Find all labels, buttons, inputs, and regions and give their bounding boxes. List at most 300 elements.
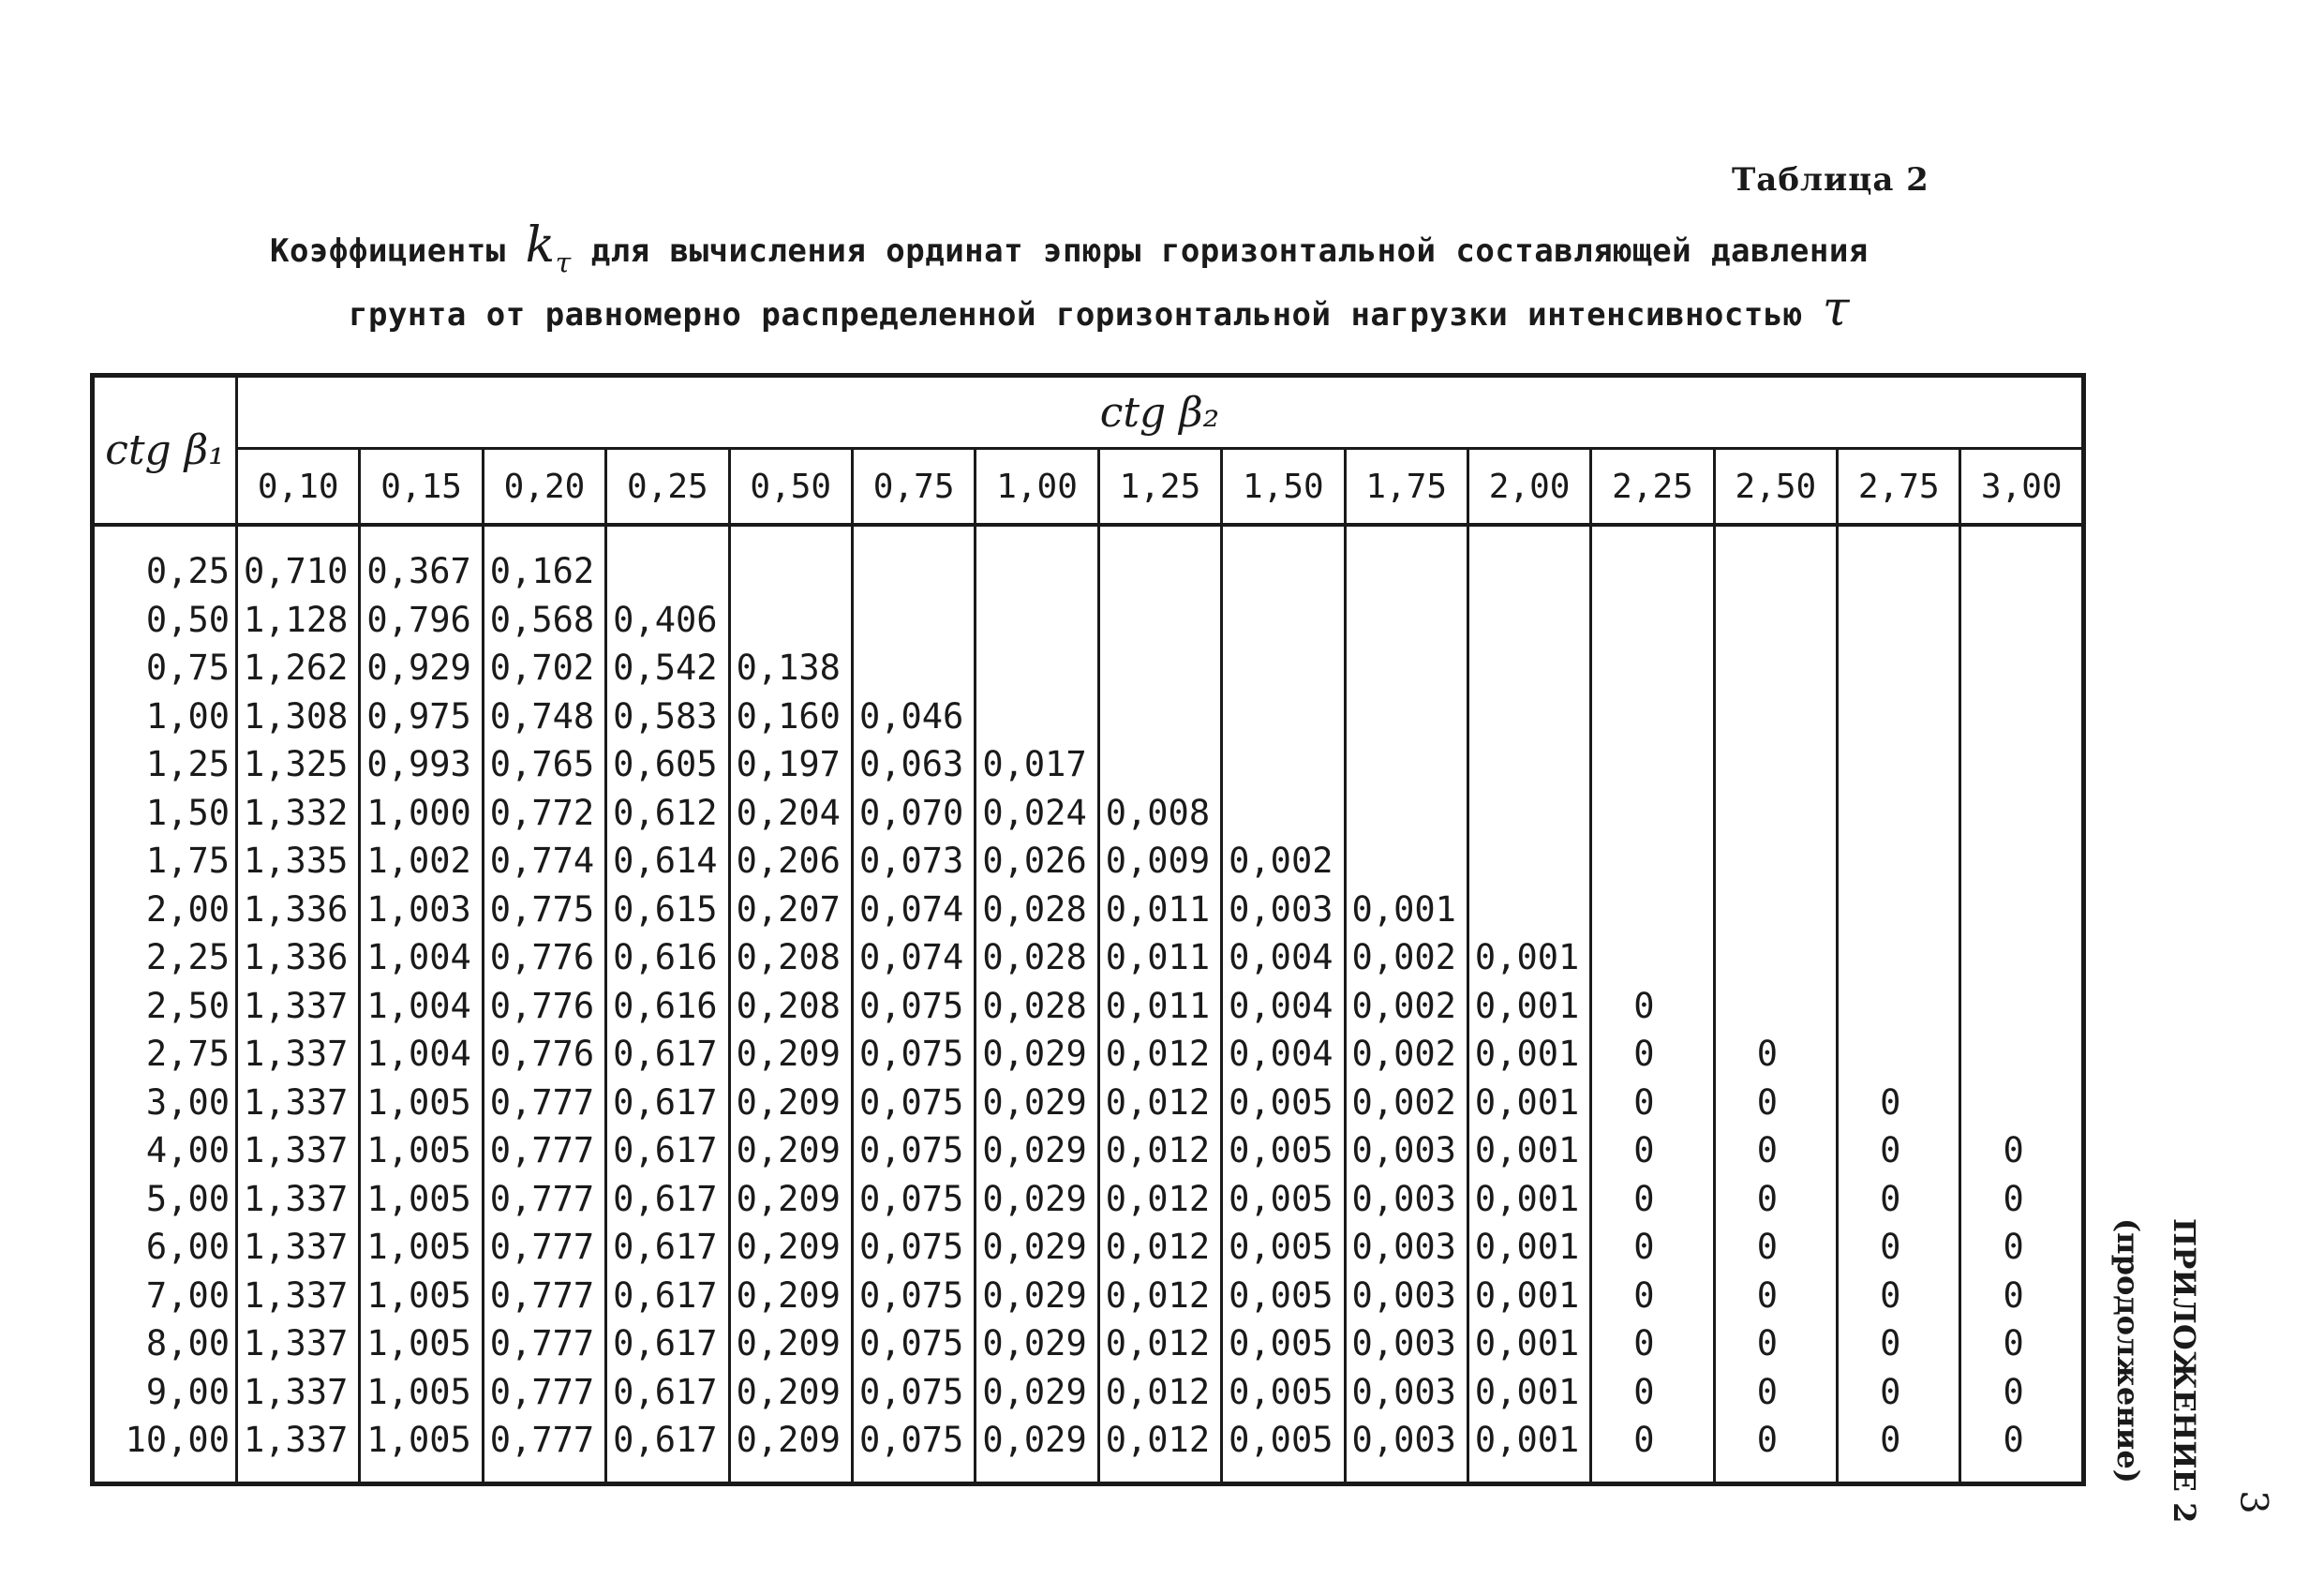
table-row	[93, 1319, 2084, 1368]
table-title-line-1	[270, 217, 1869, 279]
table-cell: 0,012	[1098, 1319, 1221, 1368]
table-cell: 0,776	[483, 1030, 605, 1079]
table-cell	[1960, 693, 2084, 741]
table-cell: 0	[1714, 1416, 1837, 1483]
table-cell	[1222, 789, 1345, 838]
table-cell	[729, 596, 852, 645]
table-cell: 0,777	[483, 1079, 605, 1127]
table-cell	[1838, 693, 1960, 741]
row-label: 1,50	[93, 789, 237, 838]
column-header: 1,00	[976, 449, 1098, 526]
table-cell	[1838, 933, 1960, 982]
table-cell: 0	[1714, 1319, 1837, 1368]
continuation-label: (продолжение)	[2110, 1218, 2146, 1483]
table-cell	[1714, 740, 1837, 789]
table-cell: 0,406	[606, 596, 729, 645]
table-cell: 1,005	[360, 1272, 483, 1320]
table-cell: 1,337	[237, 1272, 360, 1320]
table-cell	[1838, 789, 1960, 838]
table-row	[93, 525, 2084, 596]
table-cell: 1,337	[237, 1030, 360, 1079]
table-cell: 0,075	[852, 1223, 975, 1272]
table-cell	[1838, 1030, 1960, 1079]
table-cell	[1345, 789, 1467, 838]
table-cell: 0,005	[1222, 1175, 1345, 1224]
table-cell	[1838, 837, 1960, 886]
table-cell: 0,002	[1222, 837, 1345, 886]
table-cell	[1098, 644, 1221, 693]
row-label: 8,00	[93, 1319, 237, 1368]
table-cell: 0,001	[1467, 982, 1590, 1031]
table-cell	[1960, 1030, 2084, 1079]
table-cell	[1714, 525, 1837, 596]
column-header: 3,00	[1960, 449, 2084, 526]
table-cell: 0,209	[729, 1272, 852, 1320]
row-label: 1,75	[93, 837, 237, 886]
table-cell: 0,004	[1222, 1030, 1345, 1079]
table-cell: 0,001	[1467, 1030, 1590, 1079]
column-header: 1,50	[1222, 449, 1345, 526]
table-cell: 0,710	[237, 525, 360, 596]
table-cell: 0,197	[729, 740, 852, 789]
table-cell: 0	[1960, 1223, 2084, 1272]
table-cell: 0	[1838, 1319, 1960, 1368]
table-cell: 1,336	[237, 933, 360, 982]
table-cell: 0,005	[1222, 1368, 1345, 1417]
table-cell: 0	[1838, 1223, 1960, 1272]
table-cell: 0,075	[852, 1319, 975, 1368]
table-cell	[1960, 886, 2084, 934]
table-cell	[1591, 740, 1714, 789]
table-cell: 0,616	[606, 933, 729, 982]
table-cell: 0,074	[852, 886, 975, 934]
table-cell: 0,005	[1222, 1416, 1345, 1483]
table-cell: 0,614	[606, 837, 729, 886]
table-cell: 0,008	[1098, 789, 1221, 838]
table-cell: 0	[1838, 1079, 1960, 1127]
table-cell: 0,765	[483, 740, 605, 789]
table-cell: 0,003	[1345, 1126, 1467, 1175]
table-cell: 0,975	[360, 693, 483, 741]
table-cell: 0,209	[729, 1126, 852, 1175]
table-cell: 0,063	[852, 740, 975, 789]
table-cell: 0	[1591, 982, 1714, 1031]
table-cell: 0,209	[729, 1175, 852, 1224]
table-cell: 0,011	[1098, 933, 1221, 982]
table-cell	[1222, 596, 1345, 645]
table-cell: 1,000	[360, 789, 483, 838]
table-cell: 0,075	[852, 1416, 975, 1483]
table-cell	[1345, 740, 1467, 789]
table-cell	[1714, 644, 1837, 693]
table-cell: 0,617	[606, 1175, 729, 1224]
table-row	[93, 1368, 2084, 1417]
table-cell: 0,005	[1222, 1079, 1345, 1127]
table-cell: 0	[1838, 1175, 1960, 1224]
column-header: 1,75	[1345, 449, 1467, 526]
table-cell: 0,029	[976, 1272, 1098, 1320]
table-cell: 0,993	[360, 740, 483, 789]
table-cell	[1838, 740, 1960, 789]
table-cell: 1,005	[360, 1079, 483, 1127]
table-cell	[1345, 837, 1467, 886]
table-cell	[1960, 982, 2084, 1031]
row-label: 9,00	[93, 1368, 237, 1417]
column-header: 1,25	[1098, 449, 1221, 526]
table-cell	[1098, 740, 1221, 789]
row-label: 6,00	[93, 1223, 237, 1272]
table-cell	[1467, 886, 1590, 934]
table-cell: 0,028	[976, 886, 1098, 934]
table-cell: 0,029	[976, 1030, 1098, 1079]
table-cell	[1714, 982, 1837, 1031]
table-cell: 0,001	[1467, 1319, 1590, 1368]
table-cell: 0,003	[1345, 1175, 1467, 1224]
table-cell	[1960, 789, 2084, 838]
table-cell: 1,337	[237, 1079, 360, 1127]
table-cell	[1591, 525, 1714, 596]
table-cell: 0	[1838, 1272, 1960, 1320]
table-cell: 0,001	[1345, 886, 1467, 934]
table-cell: 0,012	[1098, 1079, 1221, 1127]
table-cell: 0,075	[852, 1272, 975, 1320]
table-cell: 0,004	[1222, 933, 1345, 982]
table-cell	[1714, 596, 1837, 645]
table-cell: 0	[1714, 1030, 1837, 1079]
table-cell: 1,004	[360, 933, 483, 982]
table-cell: 0,208	[729, 982, 852, 1031]
column-header: 0,25	[606, 449, 729, 526]
table-cell: 0,012	[1098, 1368, 1221, 1417]
table-cell	[1222, 525, 1345, 596]
table-cell: 1,336	[237, 886, 360, 934]
table-cell	[729, 525, 852, 596]
table-cell: 0	[1960, 1272, 2084, 1320]
table-cell	[1960, 837, 2084, 886]
table-cell	[852, 525, 975, 596]
table-row	[93, 837, 2084, 886]
table-cell: 0,001	[1467, 1223, 1590, 1272]
table-cell: 0	[1838, 1416, 1960, 1483]
table-cell	[1467, 789, 1590, 838]
table-cell: 0	[1838, 1368, 1960, 1417]
table-cell	[1714, 933, 1837, 982]
table-cell: 1,002	[360, 837, 483, 886]
table-cell: 0,777	[483, 1368, 605, 1417]
column-header: 2,25	[1591, 449, 1714, 526]
table-cell	[1467, 693, 1590, 741]
table-cell: 1,004	[360, 982, 483, 1031]
table-cell: 1,128	[237, 596, 360, 645]
table-cell: 0	[1591, 1126, 1714, 1175]
table-row	[93, 644, 2084, 693]
table-cell: 0	[1591, 1223, 1714, 1272]
table-cell: 0,001	[1467, 1272, 1590, 1320]
table-cell	[1838, 644, 1960, 693]
table-cell	[1960, 596, 2084, 645]
table-row	[93, 596, 2084, 645]
table-cell	[1714, 886, 1837, 934]
table-cell: 0,616	[606, 982, 729, 1031]
column-header: 0,75	[852, 449, 975, 526]
table-cell: 0,777	[483, 1319, 605, 1368]
table-cell: 0,024	[976, 789, 1098, 838]
table-row	[93, 1272, 2084, 1320]
table-cell: 0,012	[1098, 1030, 1221, 1079]
coefficient-symbol: $k_\tau$	[525, 217, 572, 280]
table-cell: 0,617	[606, 1272, 729, 1320]
table-cell: 0,367	[360, 525, 483, 596]
table-cell: 0,005	[1222, 1319, 1345, 1368]
table-cell: 0,029	[976, 1416, 1098, 1483]
table-cell: 0,005	[1222, 1223, 1345, 1272]
table-cell: 1,337	[237, 1368, 360, 1417]
table-cell: 0,568	[483, 596, 605, 645]
table-cell: 0,017	[976, 740, 1098, 789]
table-cell: 0	[1591, 1175, 1714, 1224]
column-header-row	[93, 449, 2084, 526]
table-cell: 0,777	[483, 1223, 605, 1272]
table-row	[93, 740, 2084, 789]
table-cell	[1222, 693, 1345, 741]
table-cell: 0,012	[1098, 1416, 1221, 1483]
table-cell: 0,003	[1345, 1223, 1467, 1272]
table-cell	[1467, 644, 1590, 693]
table-cell: 0,207	[729, 886, 852, 934]
table-cell: 0	[1714, 1079, 1837, 1127]
table-cell: 0	[1591, 1079, 1714, 1127]
table-cell: 0,796	[360, 596, 483, 645]
table-cell	[852, 596, 975, 645]
table-cell: 0,776	[483, 933, 605, 982]
table-cell: 0,029	[976, 1319, 1098, 1368]
table-cell: 0,029	[976, 1223, 1098, 1272]
table-cell: 0,002	[1345, 982, 1467, 1031]
row-label: 0,75	[93, 644, 237, 693]
table-cell: 0	[1838, 1126, 1960, 1175]
table-row	[93, 1175, 2084, 1224]
table-cell: 0,003	[1345, 1272, 1467, 1320]
table-cell: 1,337	[237, 982, 360, 1031]
table-cell: 0	[1714, 1272, 1837, 1320]
table-cell: 0,204	[729, 789, 852, 838]
table-cell	[1960, 644, 2084, 693]
table-cell: 0,209	[729, 1079, 852, 1127]
table-cell: 0,542	[606, 644, 729, 693]
row-label: 2,50	[93, 982, 237, 1031]
table-cell: 0,209	[729, 1319, 852, 1368]
table-cell: 0,617	[606, 1319, 729, 1368]
table-cell: 0	[1591, 1368, 1714, 1417]
table-cell: 0	[1960, 1319, 2084, 1368]
table-cell: 0,001	[1467, 1126, 1590, 1175]
table-cell: 0	[1714, 1223, 1837, 1272]
table-cell: 0,029	[976, 1175, 1098, 1224]
table-cell	[1714, 693, 1837, 741]
table-cell: 0,002	[1345, 933, 1467, 982]
table-cell	[1960, 525, 2084, 596]
table-cell: 1,308	[237, 693, 360, 741]
table-body	[93, 525, 2084, 1483]
table-cell: 1,262	[237, 644, 360, 693]
table-cell	[1591, 644, 1714, 693]
header-row-group	[93, 376, 2084, 449]
table-cell	[1345, 693, 1467, 741]
table-cell	[1098, 525, 1221, 596]
table-cell: 0,001	[1467, 933, 1590, 982]
table-cell: 0,001	[1467, 1175, 1590, 1224]
table-cell: 0,003	[1345, 1319, 1467, 1368]
table-cell: 1,337	[237, 1319, 360, 1368]
table-cell: 0,777	[483, 1175, 605, 1224]
table-cell	[1222, 740, 1345, 789]
table-cell: 0,775	[483, 886, 605, 934]
table-cell	[1960, 933, 2084, 982]
coefficient-table	[90, 373, 2086, 1486]
table-cell: 0,929	[360, 644, 483, 693]
table-cell: 0,209	[729, 1223, 852, 1272]
column-header: 0,15	[360, 449, 483, 526]
row-label: 0,50	[93, 596, 237, 645]
table-cell: 0,777	[483, 1272, 605, 1320]
table-cell: 0	[1591, 1416, 1714, 1483]
row-label: 4,00	[93, 1126, 237, 1175]
table-cell: 0,702	[483, 644, 605, 693]
table-cell: 0	[1714, 1368, 1837, 1417]
table-cell: 0,012	[1098, 1223, 1221, 1272]
table-cell: 1,337	[237, 1175, 360, 1224]
table-row	[93, 789, 2084, 838]
table-cell	[1345, 644, 1467, 693]
table-cell	[976, 693, 1098, 741]
table-cell: 1,325	[237, 740, 360, 789]
table-cell	[976, 644, 1098, 693]
table-cell	[852, 644, 975, 693]
table-row	[93, 1416, 2084, 1483]
table-cell: 0	[1960, 1126, 2084, 1175]
table-cell	[1714, 837, 1837, 886]
table-cell: 0,209	[729, 1368, 852, 1417]
row-label: 2,75	[93, 1030, 237, 1079]
table-cell: 0,162	[483, 525, 605, 596]
table-cell: 0,070	[852, 789, 975, 838]
table-row	[93, 1126, 2084, 1175]
row-label: 1,00	[93, 693, 237, 741]
table-cell: 1,005	[360, 1223, 483, 1272]
table-cell: 1,335	[237, 837, 360, 886]
table-row	[93, 1223, 2084, 1272]
table-cell: 0,160	[729, 693, 852, 741]
table-cell: 0,206	[729, 837, 852, 886]
table-cell: 0,002	[1345, 1030, 1467, 1079]
table-cell: 0,617	[606, 1416, 729, 1483]
table-cell: 0,009	[1098, 837, 1221, 886]
table-cell	[1345, 596, 1467, 645]
table-cell	[1838, 596, 1960, 645]
table-cell: 0,605	[606, 740, 729, 789]
table-title-line-2	[349, 281, 1850, 337]
table-cell	[976, 596, 1098, 645]
table-cell	[1960, 740, 2084, 789]
table-caption: Таблица 2	[1732, 161, 1929, 199]
table-cell: 0	[1714, 1175, 1837, 1224]
table-cell: 1,005	[360, 1319, 483, 1368]
table-cell: 1,337	[237, 1126, 360, 1175]
table-cell: 0,005	[1222, 1126, 1345, 1175]
page-number: 3	[2231, 1490, 2275, 1514]
group-header-ctg-beta2: ctg β₂	[237, 376, 2084, 449]
table-cell: 0,003	[1345, 1416, 1467, 1483]
table-cell	[1591, 596, 1714, 645]
table-cell	[1838, 886, 1960, 934]
table-cell: 0,003	[1345, 1368, 1467, 1417]
table-cell: 0,617	[606, 1223, 729, 1272]
table-cell: 0,617	[606, 1030, 729, 1079]
table-cell	[1345, 525, 1467, 596]
row-label: 0,25	[93, 525, 237, 596]
table-cell	[1098, 596, 1221, 645]
table-cell: 1,337	[237, 1223, 360, 1272]
table-cell: 0,075	[852, 982, 975, 1031]
table-cell: 0,209	[729, 1416, 852, 1483]
table-row	[93, 982, 2084, 1031]
table-cell: 0	[1960, 1175, 2084, 1224]
row-label: 7,00	[93, 1272, 237, 1320]
intensity-symbol: τ	[1822, 281, 1851, 337]
table-cell: 0	[1591, 1030, 1714, 1079]
column-header: 0,20	[483, 449, 605, 526]
table-cell: 1,005	[360, 1126, 483, 1175]
table-cell: 1,337	[237, 1416, 360, 1483]
table-cell	[1467, 740, 1590, 789]
table-cell: 0,075	[852, 1079, 975, 1127]
table-cell: 0,012	[1098, 1126, 1221, 1175]
table-cell	[1591, 886, 1714, 934]
table-cell: 0,001	[1467, 1416, 1590, 1483]
table-cell: 0,002	[1345, 1079, 1467, 1127]
table-cell: 1,332	[237, 789, 360, 838]
table-cell	[606, 525, 729, 596]
table-cell: 0	[1960, 1368, 2084, 1417]
row-label: 5,00	[93, 1175, 237, 1224]
table-cell	[1467, 525, 1590, 596]
column-header: 2,75	[1838, 449, 1960, 526]
table-cell: 1,004	[360, 1030, 483, 1079]
table-cell: 1,005	[360, 1368, 483, 1417]
table-cell	[1591, 789, 1714, 838]
table-cell: 0,012	[1098, 1175, 1221, 1224]
table-row	[93, 693, 2084, 741]
table-cell	[1838, 982, 1960, 1031]
table-cell: 0,012	[1098, 1272, 1221, 1320]
table-cell: 0,001	[1467, 1079, 1590, 1127]
table-cell: 0,029	[976, 1126, 1098, 1175]
table-cell: 0,011	[1098, 886, 1221, 934]
table-cell: 0,617	[606, 1126, 729, 1175]
appendix-label: ПРИЛОЖЕНИЕ 2	[2167, 1218, 2202, 1524]
table-cell: 0,073	[852, 837, 975, 886]
table-cell: 0,026	[976, 837, 1098, 886]
table-cell: 1,003	[360, 886, 483, 934]
table-cell: 0,075	[852, 1126, 975, 1175]
table-cell: 0,617	[606, 1368, 729, 1417]
table-cell: 0	[1591, 1272, 1714, 1320]
table-cell: 0,617	[606, 1079, 729, 1127]
table-cell	[1960, 1079, 2084, 1127]
table-cell: 0,075	[852, 1175, 975, 1224]
table-cell: 0,774	[483, 837, 605, 886]
column-header: 2,50	[1714, 449, 1837, 526]
